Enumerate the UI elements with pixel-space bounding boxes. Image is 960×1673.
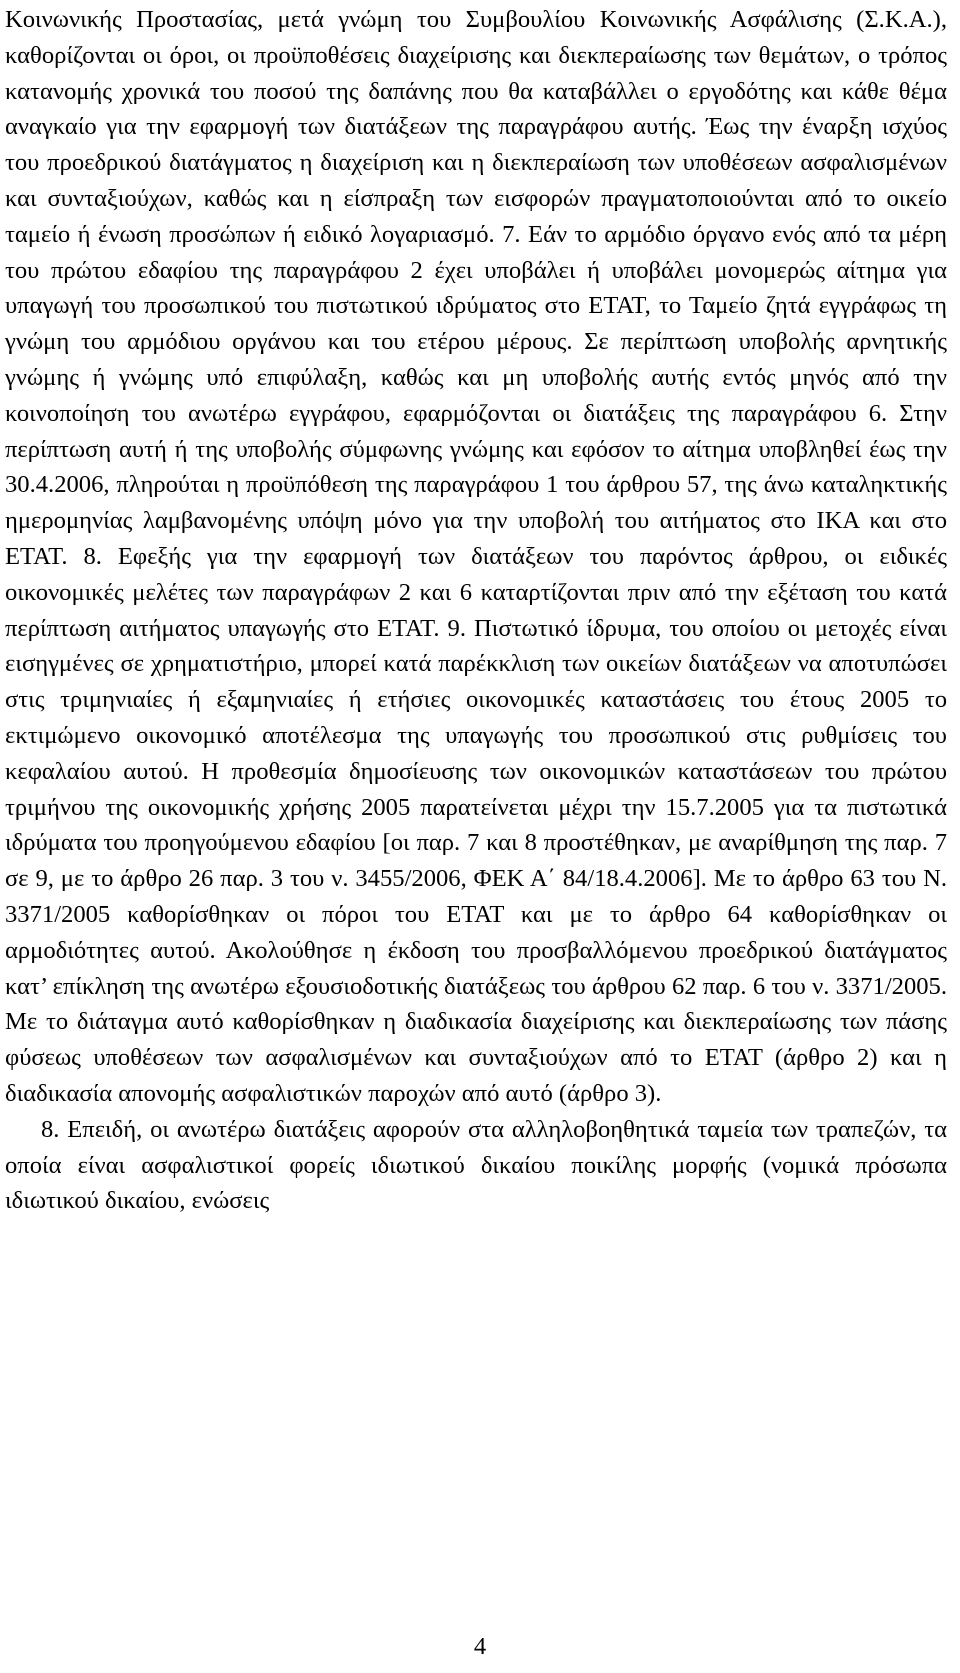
paragraph-8: 8. Επειδή, οι ανωτέρω διατάξεις αφορούν στα αλληλοβοηθητικά ταμεία των τραπεζών, τα οποία είναι ασφαλιστικοί φορείς ιδιωτικού δικαίου ποικίλης μορφής (νομικά πρόσωπα ιδιωτικού δικαίου, ενώσεις: [5, 1115, 947, 1215]
page-number: 4: [473, 1633, 487, 1660]
document-body: [5, 2, 947, 1219]
paragraph-continuation: Κοινωνικής Προστασίας, μετά γνώμη του Συμβουλίου Κοινωνικής Ασφάλισης (Σ.Κ.Α.), καθορίζονται οι όροι, οι προϋποθέσεις διαχείρισης και διεκπεραίωσης των θεμάτων, ο τρόπος κατανομής χρονικά του ποσού της δαπάνης που θα καταβάλλει ο εργοδότης και κάθε θέμα αναγκαίο για την εφαρμογή των διατάξεων της παραγράφου αυτής. Έως την έναρξη ισχύος του προεδρικού διατάγματος η διαχείριση και η διεκπεραίωση των υποθέσεων ασφαλισμένων και συνταξιούχων, καθώς και η είσπραξη των εισφορών πραγματοποιούνται από το οικείο ταμείο ή ένωση προσώπων ή ειδικό λογαριασμό. 7. Εάν το αρμόδιο όργανο ενός από τα μέρη του πρώτου εδαφίου της παραγράφου 2 έχει υποβάλει ή υποβάλει μονομερώς αίτημα για υπαγωγή του προσωπικού του πιστωτικού ιδρύματος στο ΕΤΑΤ, το Ταμείο ζητά εγγράφως τη γνώμη του αρμόδιου οργάνου και του ετέρου μέρους. Σε περίπτωση υποβολής αρνητικής γνώμης ή γνώμης υπό επιφύλαξη, καθώς και μη υποβολής αυτής εντός μηνός από την κοινοποίηση του ανωτέρω εγγράφου, εφαρμόζονται οι διατάξεις της παραγράφου 6. Στην περίπτωση αυτή ή της υποβολής σύμφωνης γνώμης και εφόσον το αίτημα υποβληθεί έως την 30.4.2006, πληρούται η προϋπόθεση της παραγράφου 1 του άρθρου 57, της άνω καταληκτικής ημερομηνίας λαμβανομένης υπόψη μόνο για την υποβολή του αιτήματος στο ΙΚΑ και στο ΕΤΑΤ. 8. Εφεξής για την εφαρμογή των διατάξεων του παρόντος άρθρου, οι ειδικές οικονομικές μελέτες των παραγράφων 2 και 6 καταρτίζονται πριν από την εξέταση του κατά περίπτωση αιτήματος υπαγωγής στο ΕΤΑΤ. 9. Πιστωτικό ίδρυμα, του οποίου οι μετοχές είναι εισηγμένες σε χρηματιστήριο, μπορεί κατά παρέκκλιση των οικείων διατάξεων να αποτυπώσει στις τριμηνιαίες ή εξαμηνιαίες ή ετήσιες οικονομικές καταστάσεις του έτους 2005 το εκτιμώμενο οικονομικό αποτέλεσμα της υπαγωγής του προσωπικού στις ρυθμίσεις του κεφαλαίου αυτού. Η προθεσμία δημοσίευσης των οικονομικών καταστάσεων του πρώτου τριμήνου της οικονομικής χρήσης 2005 παρατείνεται μέχρι την 15.7.2005 για τα πιστωτικά ιδρύματα του προηγούμενου εδαφίου [οι παρ. 7 και 8 προστέθηκαν, με αναρίθμηση της παρ. 7 σε 9, με το άρθρο 26 παρ. 3 του ν. 3455/2006, ΦΕΚ Α΄ 84/18.4.2006]. Με το άρθρο 63 του Ν. 3371/2005 καθορίσθηκαν οι πόροι του ΕΤΑΤ και με το άρθρο 64 καθορίσθηκαν οι αρμοδιότητες αυτού. Ακολούθησε η έκδοση του προσβαλλόμενου προεδρικού διατάγματος κατ’ επίκληση της ανωτέρω εξουσιοδοτικής διατάξεως του άρθρου 62 παρ. 6 του ν. 3371/2005. Με το διάταγμα αυτό καθορίσθηκαν η διαδικασία διαχείρισης και διεκπεραίωσης των πάσης φύσεως υποθέσεων των ασφαλισμένων και συνταξιούχων από το ΕΤΑΤ (άρθρο 2) και η διαδικασία απονομής ασφαλιστικών παροχών από αυτό (άρθρο 3).: [5, 6, 947, 1107]
